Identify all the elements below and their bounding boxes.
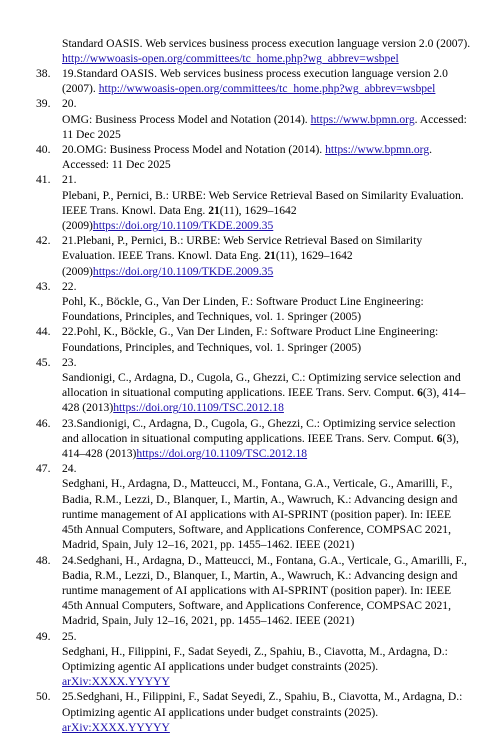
reference-body [62, 553, 472, 629]
reference-body [62, 644, 472, 690]
reference-item [36, 233, 472, 279]
reference-number: 49. [36, 629, 51, 643]
reference-number: 44. [36, 325, 51, 339]
reference-item [36, 689, 472, 735]
reference-item [36, 66, 472, 96]
reference-link[interactable]: https://doi.org/10.1109/TKDE.2009.35 [92, 264, 274, 278]
reference-item [36, 172, 472, 233]
reference-body [62, 476, 472, 552]
reference-item [36, 461, 472, 552]
reference-text: 22.Pohl, K., Böckle, G., Van Der Linden, F.: Software Product Line Engineering: Foundations, Principles, and Techniques, vol. 1. Springer (2005) [62, 325, 439, 354]
reference-text: . Accessed: 11 Dec 2025 [62, 143, 433, 172]
reference-number: 48. [36, 553, 51, 567]
reference-number: 46. [36, 416, 51, 430]
reference-body [62, 370, 472, 416]
reference-number: 45. [36, 355, 51, 369]
reference-link[interactable]: http://wwwoasis-open.org/committees/tc_home.php?wg_abbrev=wsbpel [62, 52, 399, 66]
reference-body [62, 416, 472, 462]
reference-text: 25.Sedghani, H., Filippini, F., Sadat Seyedi, Z., Spahiu, B., Ciavotta, M., Ardagna, D.: Optimizing agentic AI applications under budget constraints (2025). [62, 690, 463, 719]
reference-text: Sedghani, H., Filippini, F., Sadat Seyedi, Z., Spahiu, B., Ciavotta, M., Ardagna, D.: Optimizing agentic AI applications under budget constraints (2025). [62, 644, 448, 673]
reference-item [36, 324, 472, 354]
reference-text: 21.Plebani, P., Pernici, B.: URBE: Web Service Retrieval Based on Similarity Evaluation. IEEE Trans. Knowl. Data Eng. [62, 234, 423, 263]
reference-volume: 21 [208, 203, 220, 217]
reference-body [62, 324, 472, 354]
reference-volume: 21 [264, 249, 276, 263]
reference-number: 42. [36, 234, 51, 248]
reference-label: 20. [62, 97, 77, 111]
reference-label: 24. [62, 462, 77, 476]
reference-link[interactable]: arXiv:XXXX.YYYYY [62, 720, 170, 734]
reference-body [62, 142, 472, 172]
reference-label: 25. [62, 629, 77, 643]
reference-text: . Accessed: 11 Dec 2025 [62, 112, 467, 141]
reference-number: 38. [36, 67, 51, 80]
reference-body [62, 233, 472, 279]
reference-text: (3), 414–428 (2013) [62, 386, 466, 415]
reference-text: Plebani, P., Pernici, B.: URBE: Web Service Retrieval Based on Similarity Evaluation. IEEE Trans. Knowl. Data Eng. [62, 188, 464, 217]
reference-text: (3), 414–428 (2013) [62, 431, 459, 461]
reference-text: Pohl, K., Böckle, G., Van Der Linden, F.: Software Product Line Engineering: Foundations, Principles, and Techniques, vol. 1. Springer (2005) [62, 295, 424, 324]
reference-text: 24.Sedghani, H., Ardagna, D., Matteucci, M., Fontana, G.A., Verticale, G., Amarilli, F., Badia, R.M., Lezzi, D., Blanquer, I., Martin, A., Wawruch, K.: Advancing design and runtime management of AI applications with AI-SPRINT (position paper). In: IEEE 45th Annual Computers, Software, and Applications Conference, COMPSAC 2021, Madrid, Spain, July 12–16, 2021, pp. 1455–1462. IEEE (2021) [62, 553, 467, 628]
reference-body [62, 66, 472, 96]
reference-number: 41. [36, 173, 51, 187]
reference-volume: 6 [417, 386, 423, 400]
reference-item [36, 279, 472, 325]
reference-text: 23.Sandionigi, C., Ardagna, D., Cugola, G., Ghezzi, C.: Optimizing service selection and allocation in situational computing applications. IEEE Trans. Serv. Comput. [62, 416, 456, 445]
reference-link[interactable]: https://doi.org/10.1109/TSC.2012.18 [113, 401, 284, 415]
reference-number: 47. [36, 462, 51, 476]
reference-link[interactable]: https://doi.org/10.1109/TKDE.2009.35 [92, 219, 274, 233]
reference-body [62, 294, 472, 324]
reference-number: 39. [36, 97, 51, 111]
reference-link[interactable]: arXiv:XXXX.YYYYY [62, 675, 170, 689]
reference-continuation [62, 36, 472, 66]
reference-item [36, 416, 472, 462]
reference-item [36, 355, 472, 416]
reference-text: Standard OASIS. Web services business process execution language version 2.0 (2007). [62, 37, 471, 50]
reference-text: 19.Standard OASIS. Web services business process execution language version 2.0 (2007). [62, 67, 448, 96]
reference-link[interactable]: https://www.bpmn.org [310, 112, 415, 126]
reference-item [36, 629, 472, 690]
reference-text: Sedghani, H., Ardagna, D., Matteucci, M., Fontana, G.A., Verticale, G., Amarilli, F., Badia, R.M., Lezzi, D., Blanquer, I., Martin, A., Wawruch, K.: Advancing design and runtime management of AI applications with AI-SPRINT (position paper). In: IEEE 45th Annual Computers, Software, and Applications Conference, COMPSAC 2021, Madrid, Spain, July 12–16, 2021, pp. 1455–1462. IEEE (2021) [62, 477, 458, 552]
reference-link[interactable]: https://doi.org/10.1109/TSC.2012.18 [136, 447, 308, 461]
reference-number: 40. [36, 143, 51, 157]
reference-body [62, 112, 472, 142]
reference-number: 43. [36, 279, 51, 293]
reference-item [36, 142, 472, 172]
reference-text: (11), 1629–1642 (2009) [62, 249, 353, 278]
reference-volume: 6 [436, 431, 443, 445]
reference-body [62, 188, 472, 234]
reference-text: 20.OMG: Business Process Model and Notation (2014). [62, 143, 326, 157]
reference-text: (11), 1629–1642 (2009) [62, 203, 297, 233]
reference-text: OMG: Business Process Model and Notation (2014). [62, 112, 311, 126]
reference-label: 23. [62, 355, 77, 369]
reference-link[interactable]: https://www.bpmn.org [325, 143, 430, 157]
reference-list [36, 66, 472, 735]
reference-link[interactable]: http://wwwoasis-open.org/committees/tc_home.php?wg_abbrev=wsbpel [98, 82, 436, 96]
reference-item [36, 96, 472, 142]
reference-number: 50. [36, 690, 51, 704]
reference-label: 22. [62, 279, 77, 293]
reference-text: Sandionigi, C., Ardagna, D., Cugola, G., Ghezzi, C.: Optimizing service selection and allocation in situational computing applications. IEEE Trans. Serv. Comput. [62, 371, 461, 400]
reference-item [36, 553, 472, 629]
reference-body [62, 689, 472, 735]
reference-label: 21. [62, 173, 77, 187]
